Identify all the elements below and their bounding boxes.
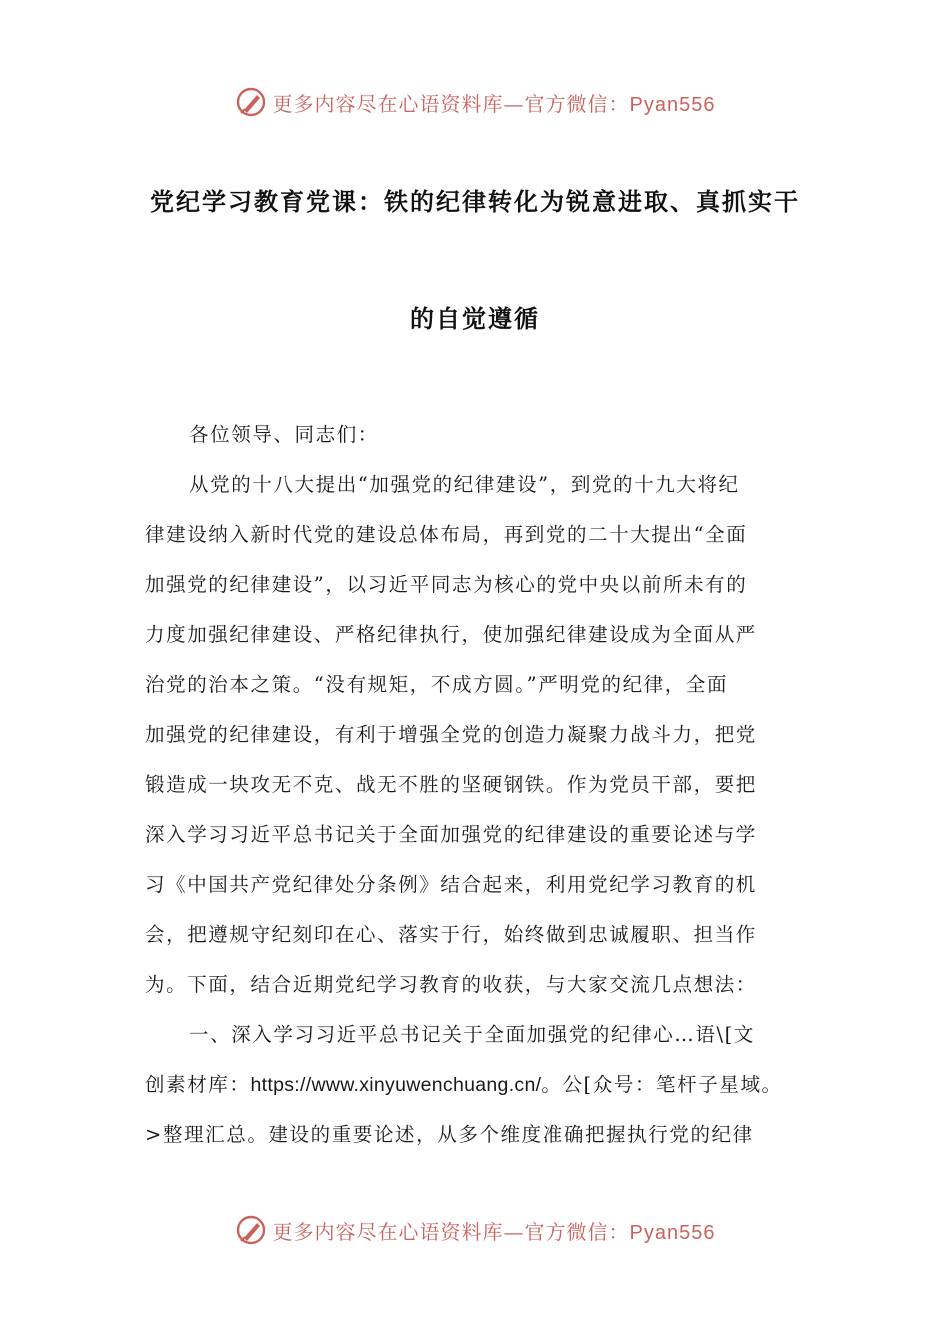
url-suffix: 。公[众号：笔杆子星域。 bbox=[541, 1073, 783, 1096]
paragraph-line: 会，把遵规守纪刻印在心、落实于行，始终做到忠诚履职、担当作 bbox=[145, 923, 757, 946]
paragraph-line: 为。下面，结合近期党纪学习教育的收获，与大家交流几点想法： bbox=[145, 973, 757, 996]
paragraph-line: 加强党的纪律建设”，以习近平同志为核心的党中央以前所未有的 bbox=[145, 573, 748, 596]
watermark-text: 更多内容尽在心语资料库—官方微信：Pyan556 bbox=[272, 91, 716, 116]
paragraph-line: 加强党的纪律建设，有利于增强全党的创造力凝聚力战斗力，把党 bbox=[145, 723, 757, 746]
paragraph-line-with-url bbox=[145, 1060, 815, 1110]
document-body bbox=[145, 410, 815, 1160]
paragraph-line: 治党的治本之策。“没有规矩，不成方圆。”严明党的纪律，全面 bbox=[145, 673, 729, 696]
pen-logo-icon bbox=[235, 1214, 267, 1246]
footer-watermark bbox=[0, 1210, 950, 1250]
document-title-line-2: 的自觉遵循 bbox=[410, 305, 540, 333]
paragraph-line: 深入学习习近平总书记关于全面加强党的纪律建设的重要论述与学 bbox=[145, 823, 757, 846]
pen-logo-icon bbox=[235, 86, 267, 118]
header-watermark bbox=[0, 82, 950, 122]
paragraph-line: >整理汇总。建设的重要论述，从多个维度准确把握执行党的纪律 bbox=[145, 1123, 754, 1146]
paragraph-line: 力度加强纪律建设、严格纪律执行，使加强纪律建设成为全面从严 bbox=[145, 623, 757, 646]
document-title-line-1: 党纪学习教育党课：铁的纪律转化为锐意进取、真抓实干 bbox=[150, 188, 800, 216]
watermark-text: 更多内容尽在心语资料库—官方微信：Pyan556 bbox=[272, 1219, 716, 1244]
paragraph-line: 习《中国共产党纪律处分条例》结合起来，利用党纪学习教育的机 bbox=[145, 873, 757, 896]
section-heading-line: 一、深入学习习近平总书记关于全面加强党的纪律心…语\[文 bbox=[189, 1023, 755, 1046]
url-prefix: 创素材库： bbox=[145, 1073, 251, 1096]
source-url: https://www.xinyuwenchuang.cn/ bbox=[250, 1074, 542, 1096]
paragraph-line: 律建设纳入新时代党的建设总体布局，再到党的二十大提出“全面 bbox=[145, 523, 748, 546]
paragraph-line: 锻造成一块攻无不克、战无不胜的坚硬钢铁。作为党员干部，要把 bbox=[145, 773, 757, 796]
paragraph-line: 从党的十八大提出“加强党的纪律建设”，到党的十九大将纪 bbox=[189, 473, 740, 496]
salutation: 各位领导、同志们： bbox=[189, 423, 379, 446]
